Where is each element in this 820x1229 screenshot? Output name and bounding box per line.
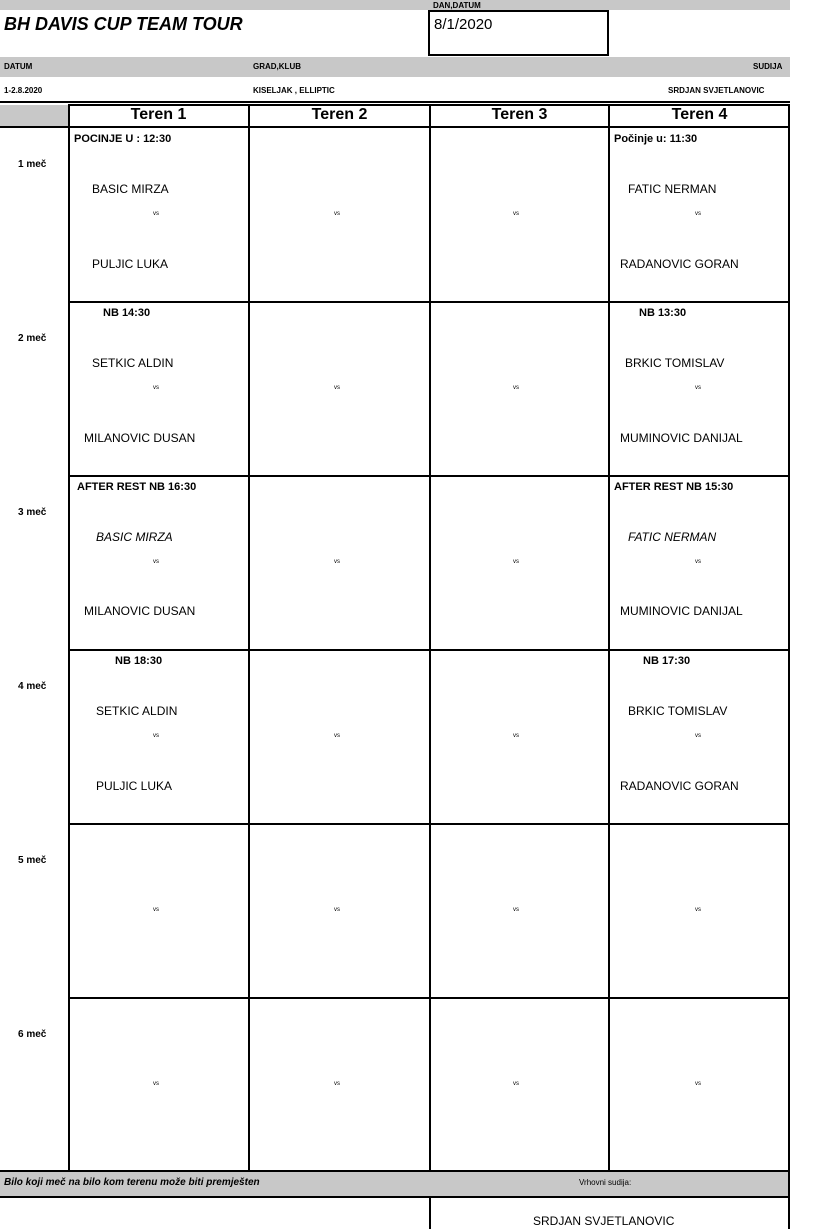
vs-label: vs (513, 385, 519, 391)
vs-label: vs (513, 733, 519, 739)
vs-label: vs (695, 733, 701, 739)
vs-label: vs (695, 385, 701, 391)
vs-label: vs (153, 733, 159, 739)
match-label-5: 5 meč (18, 855, 47, 866)
match-2-court-1-player-1: SETKIC ALDIN (92, 356, 174, 370)
vs-label: vs (153, 1081, 159, 1087)
grid-line (248, 104, 250, 1172)
match-label-6: 6 meč (18, 1029, 47, 1040)
match-1-court-4-player-1: FATIC NERMAN (628, 182, 717, 196)
grid-line (0, 126, 790, 128)
referee-label: Vrhovni sudija: (579, 1178, 632, 1187)
court-header-1: Teren 1 (130, 106, 187, 123)
match-label-4: 4 meč (18, 681, 47, 692)
grid-line (429, 104, 431, 1229)
vs-label: vs (153, 559, 159, 565)
date-label: DAN,DATUM (433, 1, 481, 10)
referee-name: SRDJAN SVJETLANOVIC (533, 1214, 675, 1228)
match-4-court-4-player-1: BRKIC TOMISLAV (628, 704, 728, 718)
match-2-court-4-player-2: MUMINOVIC DANIJAL (620, 431, 743, 445)
match-4-court-1-player-1: SETKIC ALDIN (96, 704, 178, 718)
vs-label: vs (334, 733, 340, 739)
court-header-3: Teren 3 (491, 106, 548, 123)
datum-label: DATUM (4, 62, 33, 71)
match-2-court-1-player-2: MILANOVIC DUSAN (84, 431, 196, 445)
match-3-court-1-player-2: MILANOVIC DUSAN (84, 604, 196, 618)
sudija-label: SUDIJA (753, 62, 783, 71)
match-2-court-4-player-1: BRKIC TOMISLAV (625, 356, 725, 370)
match-4-court-4-start: NB 17:30 (643, 655, 691, 667)
footer-note: Bilo koji meč na bilo kom terenu može biti premješten (4, 1177, 260, 1188)
match-4-court-1-player-2: PULJIC LUKA (96, 779, 173, 793)
match-1-court-1-start: POCINJE U : 12:30 (74, 133, 172, 145)
vs-label: vs (513, 559, 519, 565)
match-1-court-4-start: Počinje u: 11:30 (614, 133, 698, 145)
grad-value: KISELJAK , ELLIPTIC (253, 86, 335, 95)
vs-label: vs (153, 211, 159, 217)
match-4-court-4-player-2: RADANOVIC GORAN (620, 779, 739, 793)
vs-label: vs (513, 907, 519, 913)
page-title: BH DAVIS CUP TEAM TOUR (4, 14, 243, 34)
vs-label: vs (513, 1081, 519, 1087)
match-3-court-4-player-2: MUMINOVIC DANIJAL (620, 604, 743, 618)
grid-line (68, 104, 70, 1172)
sudija-value: SRDJAN SVJETLANOVIC (668, 86, 765, 95)
vs-label: vs (695, 1081, 701, 1087)
match-3-court-4-start: AFTER REST NB 15:30 (614, 481, 734, 493)
court-header-4: Teren 4 (671, 106, 728, 123)
court-header-2: Teren 2 (311, 106, 368, 123)
vs-label: vs (153, 907, 159, 913)
vs-label: vs (334, 385, 340, 391)
vs-label: vs (334, 211, 340, 217)
divider (0, 101, 790, 103)
vs-label: vs (334, 1081, 340, 1087)
vs-label: vs (695, 559, 701, 565)
top-grey-bar (0, 0, 790, 10)
match-3-court-1-start: AFTER REST NB 16:30 (77, 481, 197, 493)
info-label-bar (0, 57, 790, 77)
datum-value: 1-2.8.2020 (4, 86, 43, 95)
grid-line (608, 104, 610, 1172)
date-box (428, 10, 609, 56)
match-1-court-1-player-1: BASIC MIRZA (92, 182, 169, 196)
match-label-3: 3 meč (18, 507, 47, 518)
grad-label: GRAD,KLUB (253, 62, 301, 71)
grid-line (788, 104, 790, 1229)
corner-cell (0, 105, 68, 126)
vs-label: vs (695, 211, 701, 217)
match-label-1: 1 meč (18, 159, 47, 170)
match-1-court-4-player-2: RADANOVIC GORAN (620, 257, 739, 271)
date-value: 8/1/2020 (434, 16, 493, 33)
match-3-court-4-player-1: FATIC NERMAN (628, 530, 717, 544)
match-2-court-1-start: NB 14:30 (103, 307, 151, 319)
vs-label: vs (513, 211, 519, 217)
match-3-court-1-player-1: BASIC MIRZA (96, 530, 173, 544)
vs-label: vs (334, 559, 340, 565)
vs-label: vs (695, 907, 701, 913)
grid-line (0, 1196, 790, 1198)
match-1-court-1-player-2: PULJIC LUKA (92, 257, 169, 271)
vs-label: vs (153, 385, 159, 391)
match-4-court-1-start: NB 18:30 (115, 655, 163, 667)
vs-label: vs (334, 907, 340, 913)
match-2-court-4-start: NB 13:30 (639, 307, 687, 319)
match-label-2: 2 meč (18, 333, 47, 344)
